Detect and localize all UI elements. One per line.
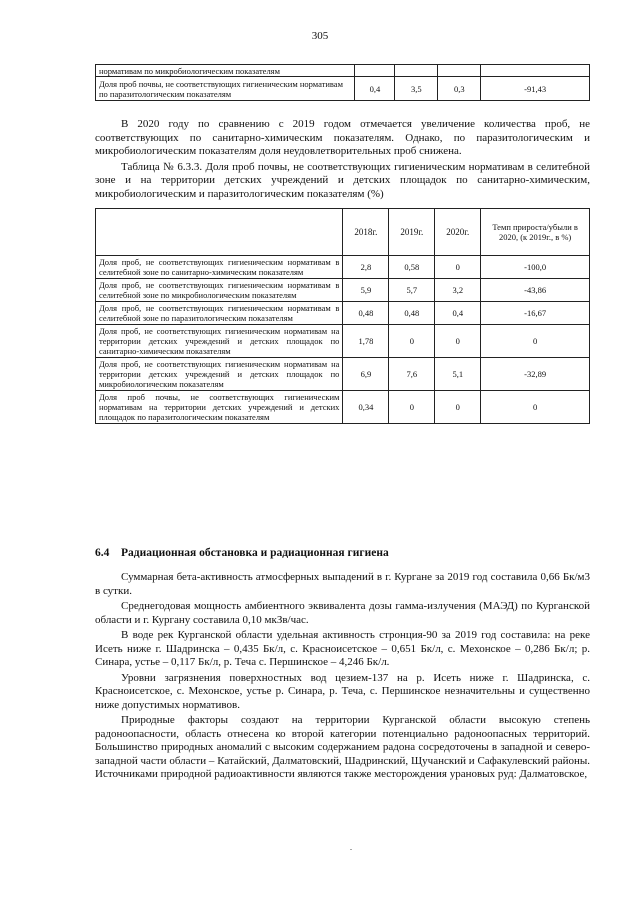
- cell-trend: 0: [481, 391, 590, 424]
- cell-2019: 0,48: [389, 302, 435, 325]
- table-row: [96, 65, 590, 77]
- cell-2020: 0: [435, 391, 481, 424]
- cell-2018: 0,4: [355, 77, 395, 101]
- row-label: Доля проб, не соответствующих гигиеническим нормативам на территории детских учреждений и детских площадок по санитарно-химическим показателям: [96, 325, 343, 358]
- cell-2020: 0,4: [435, 302, 481, 325]
- section-body: [95, 571, 590, 782]
- paragraph-radon: Природные факторы создают на территории Курганской области высокую степень радоноопасности, область отнесена ко второй категории потенциально радоноопасных территорий. Большинство природных аномалий с высоким содержанием радона сосредоточены в западной и северо-западной части области – Катайский, Далматовский, Шадринский, Щучанский и Сафакулевский районы. Источниками природной радиоактивности являются также месторождения урановых руд: Далматовское,: [95, 714, 590, 780]
- header-2019: 2019г.: [389, 209, 435, 256]
- table-header-row: [96, 209, 590, 256]
- intro-block: [95, 118, 590, 201]
- table-row: [96, 358, 590, 391]
- header-2020: 2020г.: [435, 209, 481, 256]
- cell-2019: 3,5: [395, 77, 438, 101]
- cell-2018: 6,9: [343, 358, 389, 391]
- cell-trend: -91,43: [481, 77, 590, 101]
- paragraph-2020: В 2020 году по сравнению с 2019 годом отмечается увеличение количества проб, не соответствующих по санитарно-химическим показателям. Однако, по паразитологическим и микробиологическим показателям доля неудовлетворительных проб снижена.: [95, 118, 590, 157]
- cell-2018: 5,9: [343, 279, 389, 302]
- cell-trend: -100,0: [481, 256, 590, 279]
- table-row: [96, 256, 590, 279]
- table-caption: Таблица № 6.3.3. Доля проб почвы, не соответствующих гигиеническим нормативам в селитебной зоне и на территории детских учреждений и детских площадок по санитарно-химическим, микробиологическим и паразитологическим показателям (%): [95, 160, 590, 200]
- cell-2018: 0,48: [343, 302, 389, 325]
- section-number: 6.4: [95, 547, 110, 559]
- table-row: [96, 77, 590, 101]
- paragraph-maed: Среднегодовая мощность амбиентного эквивалента дозы гамма-излучения (МАЭД) по Курганской области и г. Кургану составила 0,10 мкЗв/час.: [95, 600, 590, 626]
- cell-2018: 1,78: [343, 325, 389, 358]
- cell-2018: 0,34: [343, 391, 389, 424]
- cell-2019: 5,7: [389, 279, 435, 302]
- row-label: Доля проб, не соответствующих гигиеническим нормативам в селитебной зоне по паразитологическим показателям: [96, 302, 343, 325]
- cell-2020: 5,1: [435, 358, 481, 391]
- cell-trend: [481, 65, 590, 77]
- cell-trend: -16,67: [481, 302, 590, 325]
- cell-2020: [438, 65, 481, 77]
- cell-2018: [355, 65, 395, 77]
- row-label: нормативам по микробиологическим показателям: [96, 65, 355, 77]
- header-2018: 2018г.: [343, 209, 389, 256]
- cell-2020: 0: [435, 256, 481, 279]
- table-row: [96, 279, 590, 302]
- table-top-continued: [95, 64, 590, 101]
- cell-2019: 0: [389, 391, 435, 424]
- row-label: Доля проб, не соответствующих гигиеническим нормативам в селитебной зоне по санитарно-химическим показателям: [96, 256, 343, 279]
- cell-trend: -43,86: [481, 279, 590, 302]
- table-row: [96, 391, 590, 424]
- paragraph-beta-activity: Суммарная бета-активность атмосферных выпадений в г. Кургане за 2019 год составила 0,66 Бк/м3 в сутки.: [95, 571, 590, 597]
- cell-2019: 0: [389, 325, 435, 358]
- row-label: Доля проб, не соответствующих гигиеническим нормативам в селитебной зоне по микробиологическим показателям: [96, 279, 343, 302]
- section-title: Радиационная обстановка и радиационная гигиена: [121, 547, 389, 559]
- cell-trend: -32,89: [481, 358, 590, 391]
- table-main: [95, 208, 590, 424]
- cell-2020: 3,2: [435, 279, 481, 302]
- cell-2018: 2,8: [343, 256, 389, 279]
- cell-2020: 0: [435, 325, 481, 358]
- header-empty: [96, 209, 343, 256]
- cell-2020: 0,3: [438, 77, 481, 101]
- table-row: [96, 302, 590, 325]
- footer-mark: .: [350, 843, 352, 852]
- page-number: 305: [311, 30, 329, 42]
- section-heading: [95, 547, 590, 559]
- header-trend: Темп прироста/убыли в 2020, (к 2019г., в %): [481, 209, 590, 256]
- table-row: [96, 325, 590, 358]
- paragraph-cesium: Уровни загрязнения поверхностных вод цезием-137 на р. Исеть ниже г. Шадринска, с. Красноисетское, с. Мехонское, устье р. Синара, р. Теча, с. Першинское незначительны и существенно ниже допустимых нормативов.: [95, 671, 590, 711]
- cell-trend: 0: [481, 325, 590, 358]
- cell-2019: 0,58: [389, 256, 435, 279]
- row-label: Доля проб, не соответствующих гигиеническим нормативам на территории детских учреждений и детских площадок по микробиологическим показателям: [96, 358, 343, 391]
- cell-2019: [395, 65, 438, 77]
- row-label: Доля проб почвы, не соответствующих гигиеническим нормативам по паразитологическим показателям: [96, 77, 355, 101]
- paragraph-strontium: В воде рек Курганской области удельная активность стронция-90 за 2019 год составила: на реке Исеть ниже г. Шадринска – 0,435 Бк/л, с. Красноисетское – 0,651 Бк/л, с. Мехонское – 0,286 Бк/л; р. Синара, устье – 0,117 Бк/л, р. Теча с. Першинское – 4,246 Бк/л.: [95, 629, 590, 668]
- row-label: Доля проб почвы, не соответствующих гигиеническим нормативам на территории детских учреждений и детских площадок по паразитологическим показателям: [96, 391, 343, 424]
- cell-2019: 7,6: [389, 358, 435, 391]
